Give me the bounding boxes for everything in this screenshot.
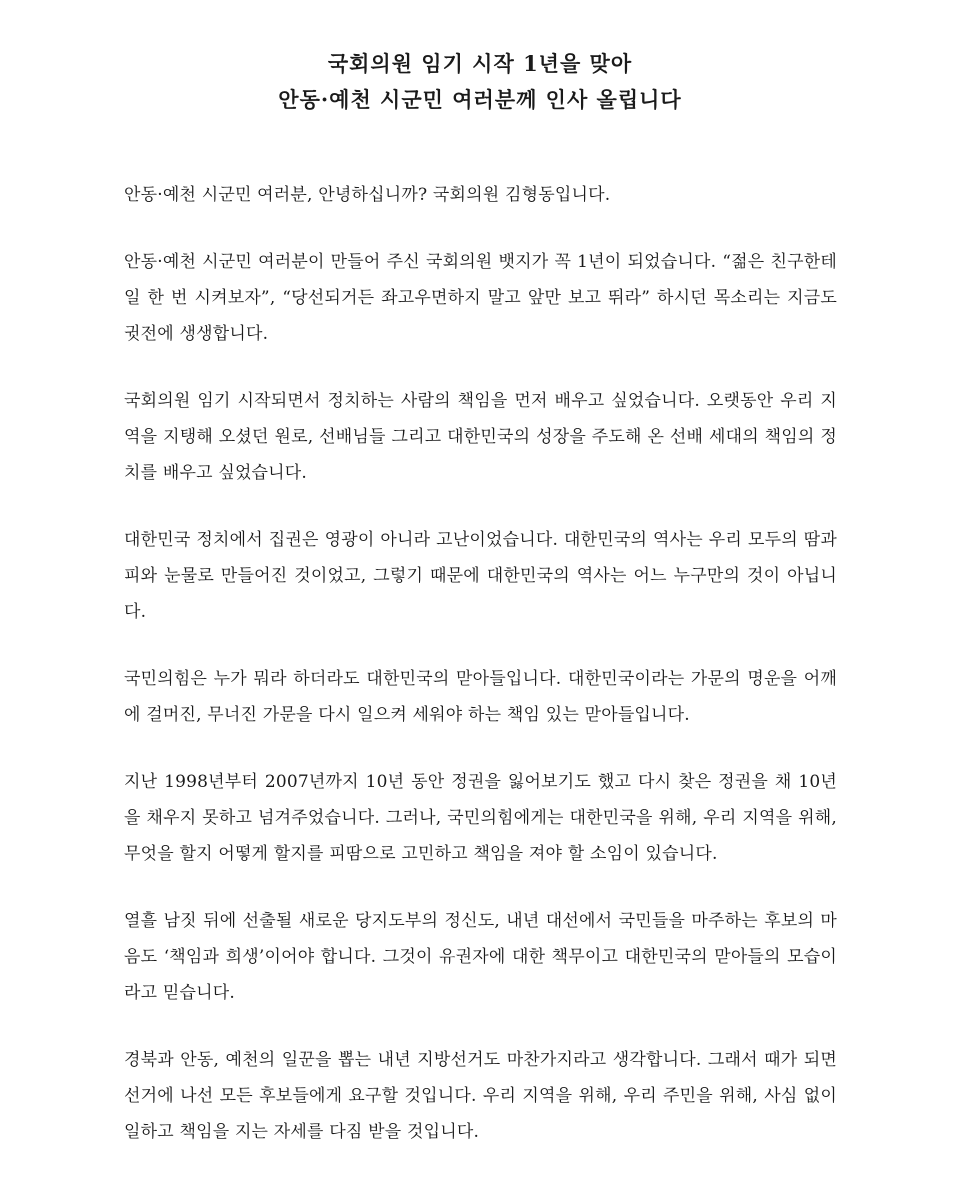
paragraph-leadership: 열흘 남짓 뒤에 선출될 새로운 당지도부의 정신도, 내년 대선에서 국민들을 마주하는 후보의 마음도 ‘책임과 희생’이어야 합니다. 그것이 유권자에 대한 책무이고 대한민국의 맏아들의 모습이라고 믿습니다. [124,911,837,1003]
document-title [0,46,960,118]
paragraph-local-election: 경북과 안동, 예천의 일꾼을 뽑는 내년 지방선거도 마찬가지라고 생각합니다. 그래서 때가 되면 선거에 나선 모든 후보들에게 요구할 것입니다. 우리 지역을 위해, 우리 주민을 위해, 사심 없이 일하고 책임을 지는 자세를 다짐 받을 것입니다. [124,1050,837,1142]
paragraph-eldest-son: 국민의힘은 누가 뭐라 하더라도 대한민국의 맏아들입니다. 대한민국이라는 가문의 명운을 어깨에 걸머진, 무너진 가문을 다시 일으켜 세워야 하는 책임 있는 맏아들입니다. [124,669,837,725]
title-line-2: 안동·예천 시군민 여러분께 인사 올립니다 [278,87,682,112]
title-line-1: 국회의원 임기 시작 1년을 맞아 [327,51,633,76]
paragraph-lost-decade: 지난 1998년부터 2007년까지 10년 동안 정권을 잃어보기도 했고 다시 찾은 정권을 채 10년을 채우지 못하고 넘겨주었습니다. 그러나, 국민의힘에게는 대한민국을 위해, 우리 지역을 위해, 무엇을 할지 어떻게 할지를 피땀으로 고민하고 책임을 져야 할 소임이 있습니다. [124,772,837,864]
document-body [124,177,837,1181]
paragraph-history: 대한민국 정치에서 집권은 영광이 아니라 고난이었습니다. 대한민국의 역사는 우리 모두의 땀과 피와 눈물로 만들어진 것이었고, 그렇기 때문에 대한민국의 역사는 어느 누구만의 것이 아닙니다. [124,530,837,622]
paragraph-badge-anniversary: 안동·예천 시군민 여러분이 만들어 주신 국회의원 뱃지가 꼭 1년이 되었습니다. “젊은 친구한테 일 한 번 시켜보자”, “당선되거든 좌고우면하지 말고 앞만 보고 뛰라” 하시던 목소리는 지금도 귓전에 생생합니다. [124,252,837,344]
paragraph-responsibility: 국회의원 임기 시작되면서 정치하는 사람의 책임을 먼저 배우고 싶었습니다. 오랫동안 우리 지역을 지탱해 오셨던 원로, 선배님들 그리고 대한민국의 성장을 주도해 온 선배 세대의 책임의 정치를 배우고 싶었습니다. [124,391,837,483]
paragraph-greeting: 안동·예천 시군민 여러분, 안녕하십니까? 국회의원 김형동입니다. [124,185,611,205]
